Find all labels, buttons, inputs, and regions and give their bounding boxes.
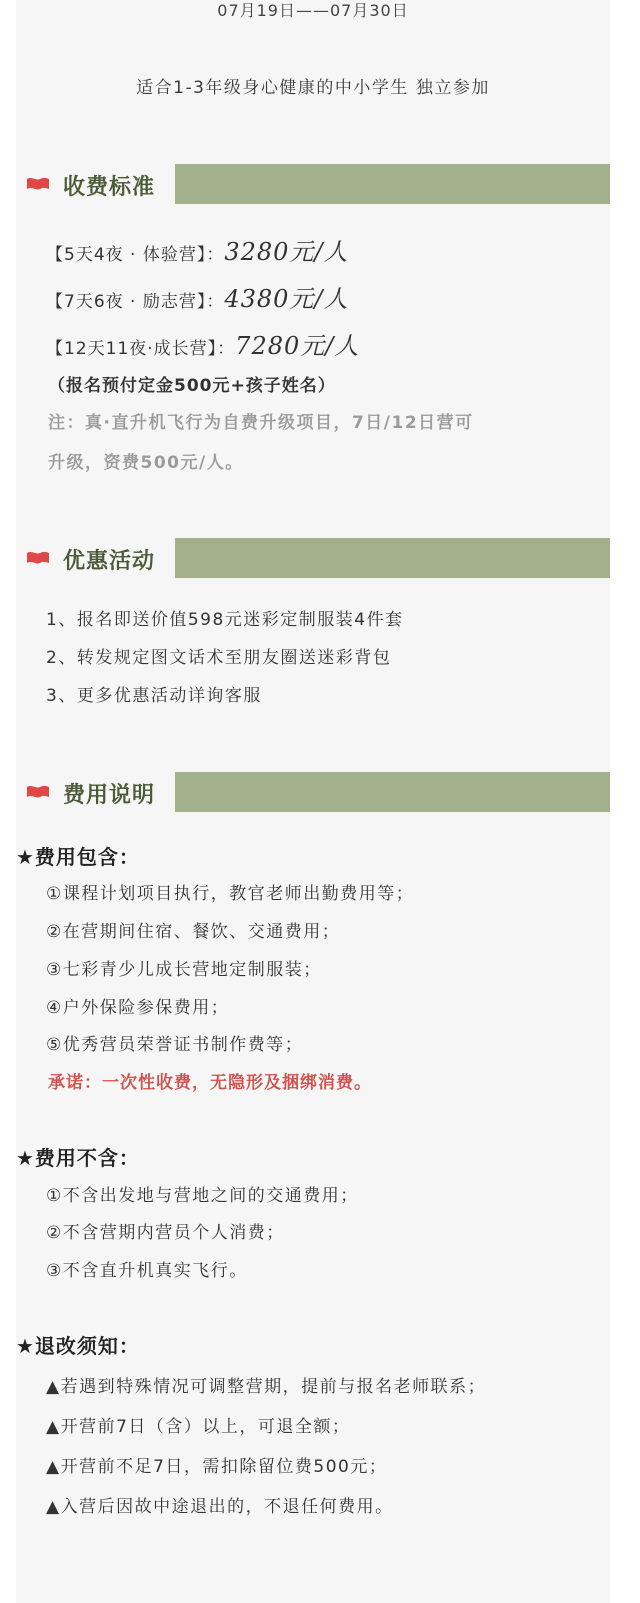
promotion-item: 1、报名即送价值598元迷彩定制服装4件套 — [46, 610, 404, 630]
included-item: ⑤优秀营员荣誉证书制作费等； — [46, 1035, 304, 1055]
refund-item: ▲开营前7日（含）以上，可退全额； — [46, 1417, 351, 1437]
date-range: 07月19日——07月30日 — [217, 1, 409, 20]
included-item: ③七彩青少儿成长营地定制服装； — [46, 960, 322, 980]
promise-note: 承诺：一次性收费，无隐形及捆绑消费。 — [48, 1073, 372, 1093]
section-title-promotions: 优惠活动 — [63, 549, 156, 574]
price-amount: 7280元/人 — [235, 332, 360, 360]
excluded-item: ①不含出发地与营地之间的交通费用； — [46, 1186, 359, 1206]
excluded-heading: ★费用不含： — [16, 1146, 140, 1170]
upgrade-note-line1: 注：真·直升机飞行为自费升级项目，7日/12日营可 — [48, 413, 474, 433]
upgrade-note-line2: 升级，资费500元/人。 — [48, 453, 244, 473]
price-row — [46, 279, 349, 314]
section-bar — [175, 772, 610, 812]
refund-item: ▲若遇到特殊情况可调整营期，提前与报名老师联系； — [46, 1377, 487, 1397]
excluded-item: ②不含营期内营员个人消费； — [46, 1223, 285, 1243]
section-header-promotions — [16, 538, 610, 578]
included-item: ①课程计划项目执行，教官老师出勤费用等； — [46, 884, 415, 904]
section-title-fees: 收费标准 — [63, 175, 156, 200]
section-title-cost-info: 费用说明 — [63, 783, 156, 808]
deposit-note: （报名预付定金500元+孩子姓名） — [48, 376, 336, 396]
section-header-cost-info — [16, 772, 610, 812]
price-label: 【12天11夜·成长营】： — [46, 339, 236, 359]
section-bar — [175, 538, 610, 578]
included-item: ②在营期间住宿、餐饮、交通费用； — [46, 922, 341, 942]
included-item: ④户外保险参保费用； — [46, 998, 230, 1018]
promotion-item: 3、更多优惠活动详询客服 — [46, 686, 262, 706]
price-amount: 3280元/人 — [224, 238, 349, 266]
price-row — [46, 326, 359, 361]
refund-heading: ★退改须知： — [16, 1334, 140, 1358]
excluded-item: ③不含直升机真实飞行。 — [46, 1261, 248, 1281]
red-flag-icon — [26, 177, 50, 191]
refund-item: ▲入营后因故中途退出的，不退任何费用。 — [46, 1497, 394, 1517]
price-row — [46, 232, 349, 267]
price-label: 【5天4夜 · 体验营】： — [46, 245, 225, 265]
refund-item: ▲开营前不足7日，需扣除留位费500元； — [46, 1457, 388, 1477]
included-heading: ★费用包含： — [16, 845, 140, 869]
red-flag-icon — [26, 551, 50, 565]
price-amount: 4380元/人 — [224, 285, 349, 313]
red-flag-icon — [26, 785, 50, 799]
audience-text: 适合1-3年级身心健康的中小学生 独立参加 — [136, 78, 490, 98]
page-panel — [16, 0, 610, 1603]
section-header-fees — [16, 164, 610, 204]
promotion-item: 2、转发规定图文话术至朋友圈送迷彩背包 — [46, 648, 392, 668]
price-label: 【7天6夜 · 励志营】： — [46, 292, 225, 312]
section-bar — [175, 164, 610, 204]
